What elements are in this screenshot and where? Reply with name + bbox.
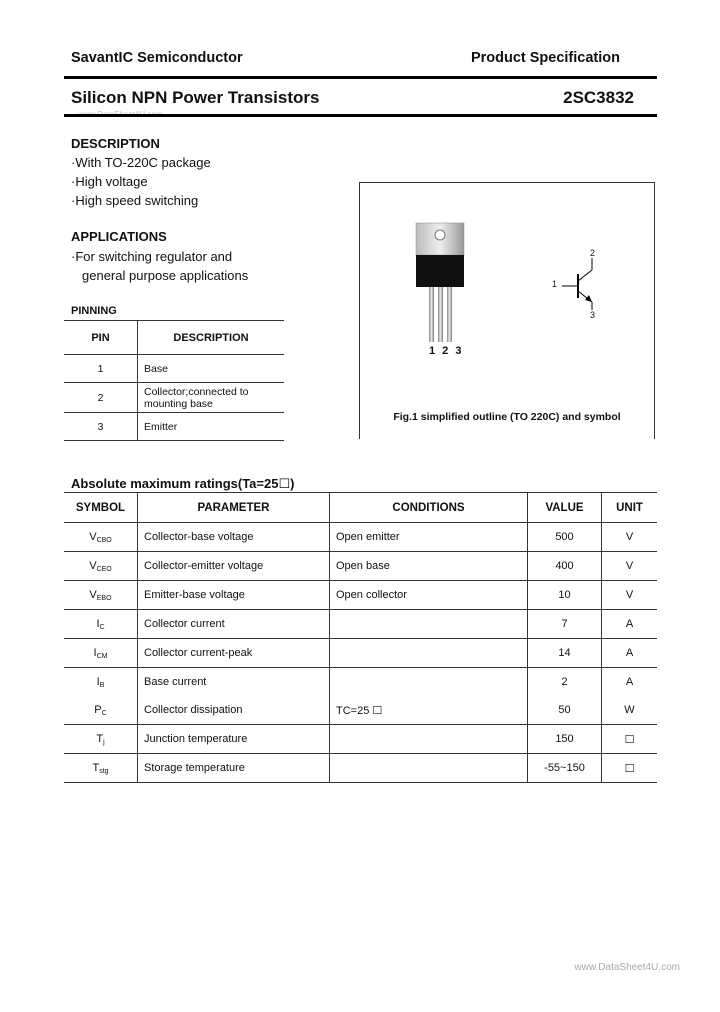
conditions-cell [330,610,528,639]
pin-description: Base [138,355,285,383]
conditions-column-header: CONDITIONS [330,493,528,523]
table-row [64,754,657,783]
value-cell: 14 [528,639,602,668]
parameter-column-header: PARAMETER [138,493,330,523]
value-cell: 400 [528,552,602,581]
table-row [64,668,657,697]
symbol-subscript: stg [99,767,109,775]
symbol-subscript: C [99,623,105,631]
description-item: ·High voltage [71,174,148,189]
pin-description-line: mounting base [144,397,213,410]
conditions-cell [330,725,528,754]
ratings-table [64,492,657,783]
value-cell: 150 [528,725,602,754]
unit-cell: A [625,676,634,688]
title-rule [64,114,657,117]
to220-package-image [400,215,480,345]
symbol-cell [64,639,138,668]
symbol-letter: I [96,675,100,688]
conditions-cell: Open emitter [330,523,528,552]
applications-line: ·For switching regulator and [71,249,233,264]
symbol-cell [64,552,138,581]
pin-description: Emitter [138,413,285,441]
symbol-subscript: C [101,709,107,717]
parameter-cell: Emitter-base voltage [138,581,330,610]
parameter-cell: Collector current [138,610,330,639]
symbol-cell [64,668,138,697]
unit-cell: V [602,523,658,552]
symbol-subscript: CBO [96,536,112,544]
value-cell: 7 [528,610,602,639]
table-row [64,383,284,413]
value-cell: -55~150 [528,754,602,783]
symbol-letter: P [94,703,102,716]
symbol-letter: V [89,530,97,543]
unit-cell: V [602,552,658,581]
description-column-header: DESCRIPTION [138,321,285,355]
symbol-subscript: B [99,681,105,689]
symbol-cell [64,754,138,783]
pin-column-header: PIN [64,321,138,355]
value-column-header: VALUE [528,493,602,523]
applications-heading: APPLICATIONS [71,229,167,244]
symbol-letter: T [92,761,100,774]
parameter-cell: Collector-base voltage [138,523,330,552]
pin-description-line: Collector;connected to [144,385,249,398]
symbol-pin-label: 2 [590,248,596,258]
symbol-pin-label: 1 [552,279,558,289]
table-row [64,696,657,725]
parameter-cell: Junction temperature [138,725,330,754]
table-row [64,725,657,754]
unit-cell: V [602,581,658,610]
value-cell: 50 [528,696,602,725]
symbol-cell [64,725,138,754]
part-number: 2SC3832 [563,88,634,107]
pin-description [138,383,285,413]
watermark-bottom: www.DataSheet4U.com [574,962,680,973]
conditions-cell: TC=25 ☐ [330,696,528,725]
symbol-pin-label: 3 [590,310,596,320]
symbol-letter: T [96,732,104,745]
symbol-cell [64,581,138,610]
symbol-column-header: SYMBOL [64,493,138,523]
pin-number: 1 [64,355,138,383]
unit-cell: W [602,696,658,725]
unit-column-header: UNIT [602,493,658,523]
parameter-cell: Base current [138,668,330,697]
figure-caption: Fig.1 simplified outline (TO 220C) and symbol [393,411,621,423]
table-row [64,581,657,610]
value-cell: 2 [528,668,602,697]
symbol-letter: V [89,559,97,572]
ratings-heading: Absolute maximum ratings(Ta=25☐) [71,476,295,491]
value-cell: 10 [528,581,602,610]
parameter-cell: Storage temperature [138,754,330,783]
description-item: ·With TO-220C package [71,155,211,170]
unit-cell: ☐ [602,754,658,783]
symbol-cell [64,610,138,639]
table-row [64,610,657,639]
value-cell: 500 [528,523,602,552]
description-heading: DESCRIPTION [71,136,160,151]
symbol-cell [64,696,138,725]
pin-number: 2 [64,383,138,413]
pinning-heading: PINNING [71,305,117,317]
pinning-table [64,321,284,441]
parameter-cell: Collector-emitter voltage [138,552,330,581]
parameter-cell: Collector current-peak [138,639,330,668]
page-title: Silicon NPN Power Transistors [71,88,320,107]
symbol-subscript: CM [96,652,108,660]
parameter-cell: Collector dissipation [138,696,330,725]
table-row [64,552,657,581]
conditions-cell [330,639,528,668]
symbol-letter: I [93,646,97,659]
document-type: Product Specification [470,50,620,66]
conditions-cell: Open base [330,552,528,581]
package-pin-labels: 1 2 3 [429,345,464,357]
unit-cell: A [602,639,658,668]
symbol-subscript: j [103,738,105,746]
symbol-letter: I [96,617,100,630]
applications-line: general purpose applications [82,268,249,283]
symbol-cell [64,523,138,552]
symbol-letter: V [89,588,97,601]
table-row [64,413,284,441]
description-item: ·High speed switching [71,193,199,208]
unit-cell: A [602,610,658,639]
pin-number: 3 [64,413,138,441]
symbol-subscript: EBO [96,594,112,602]
table-row [64,639,657,668]
conditions-cell [330,754,528,783]
company-name: SavantIC Semiconductor [71,50,243,66]
header-rule [64,76,657,79]
symbol-subscript: CEO [96,565,112,573]
table-row [64,355,284,383]
table-row [64,523,657,552]
conditions-cell: Open collector [330,581,528,610]
unit-cell: ☐ [602,725,658,754]
conditions-cell [330,668,528,697]
